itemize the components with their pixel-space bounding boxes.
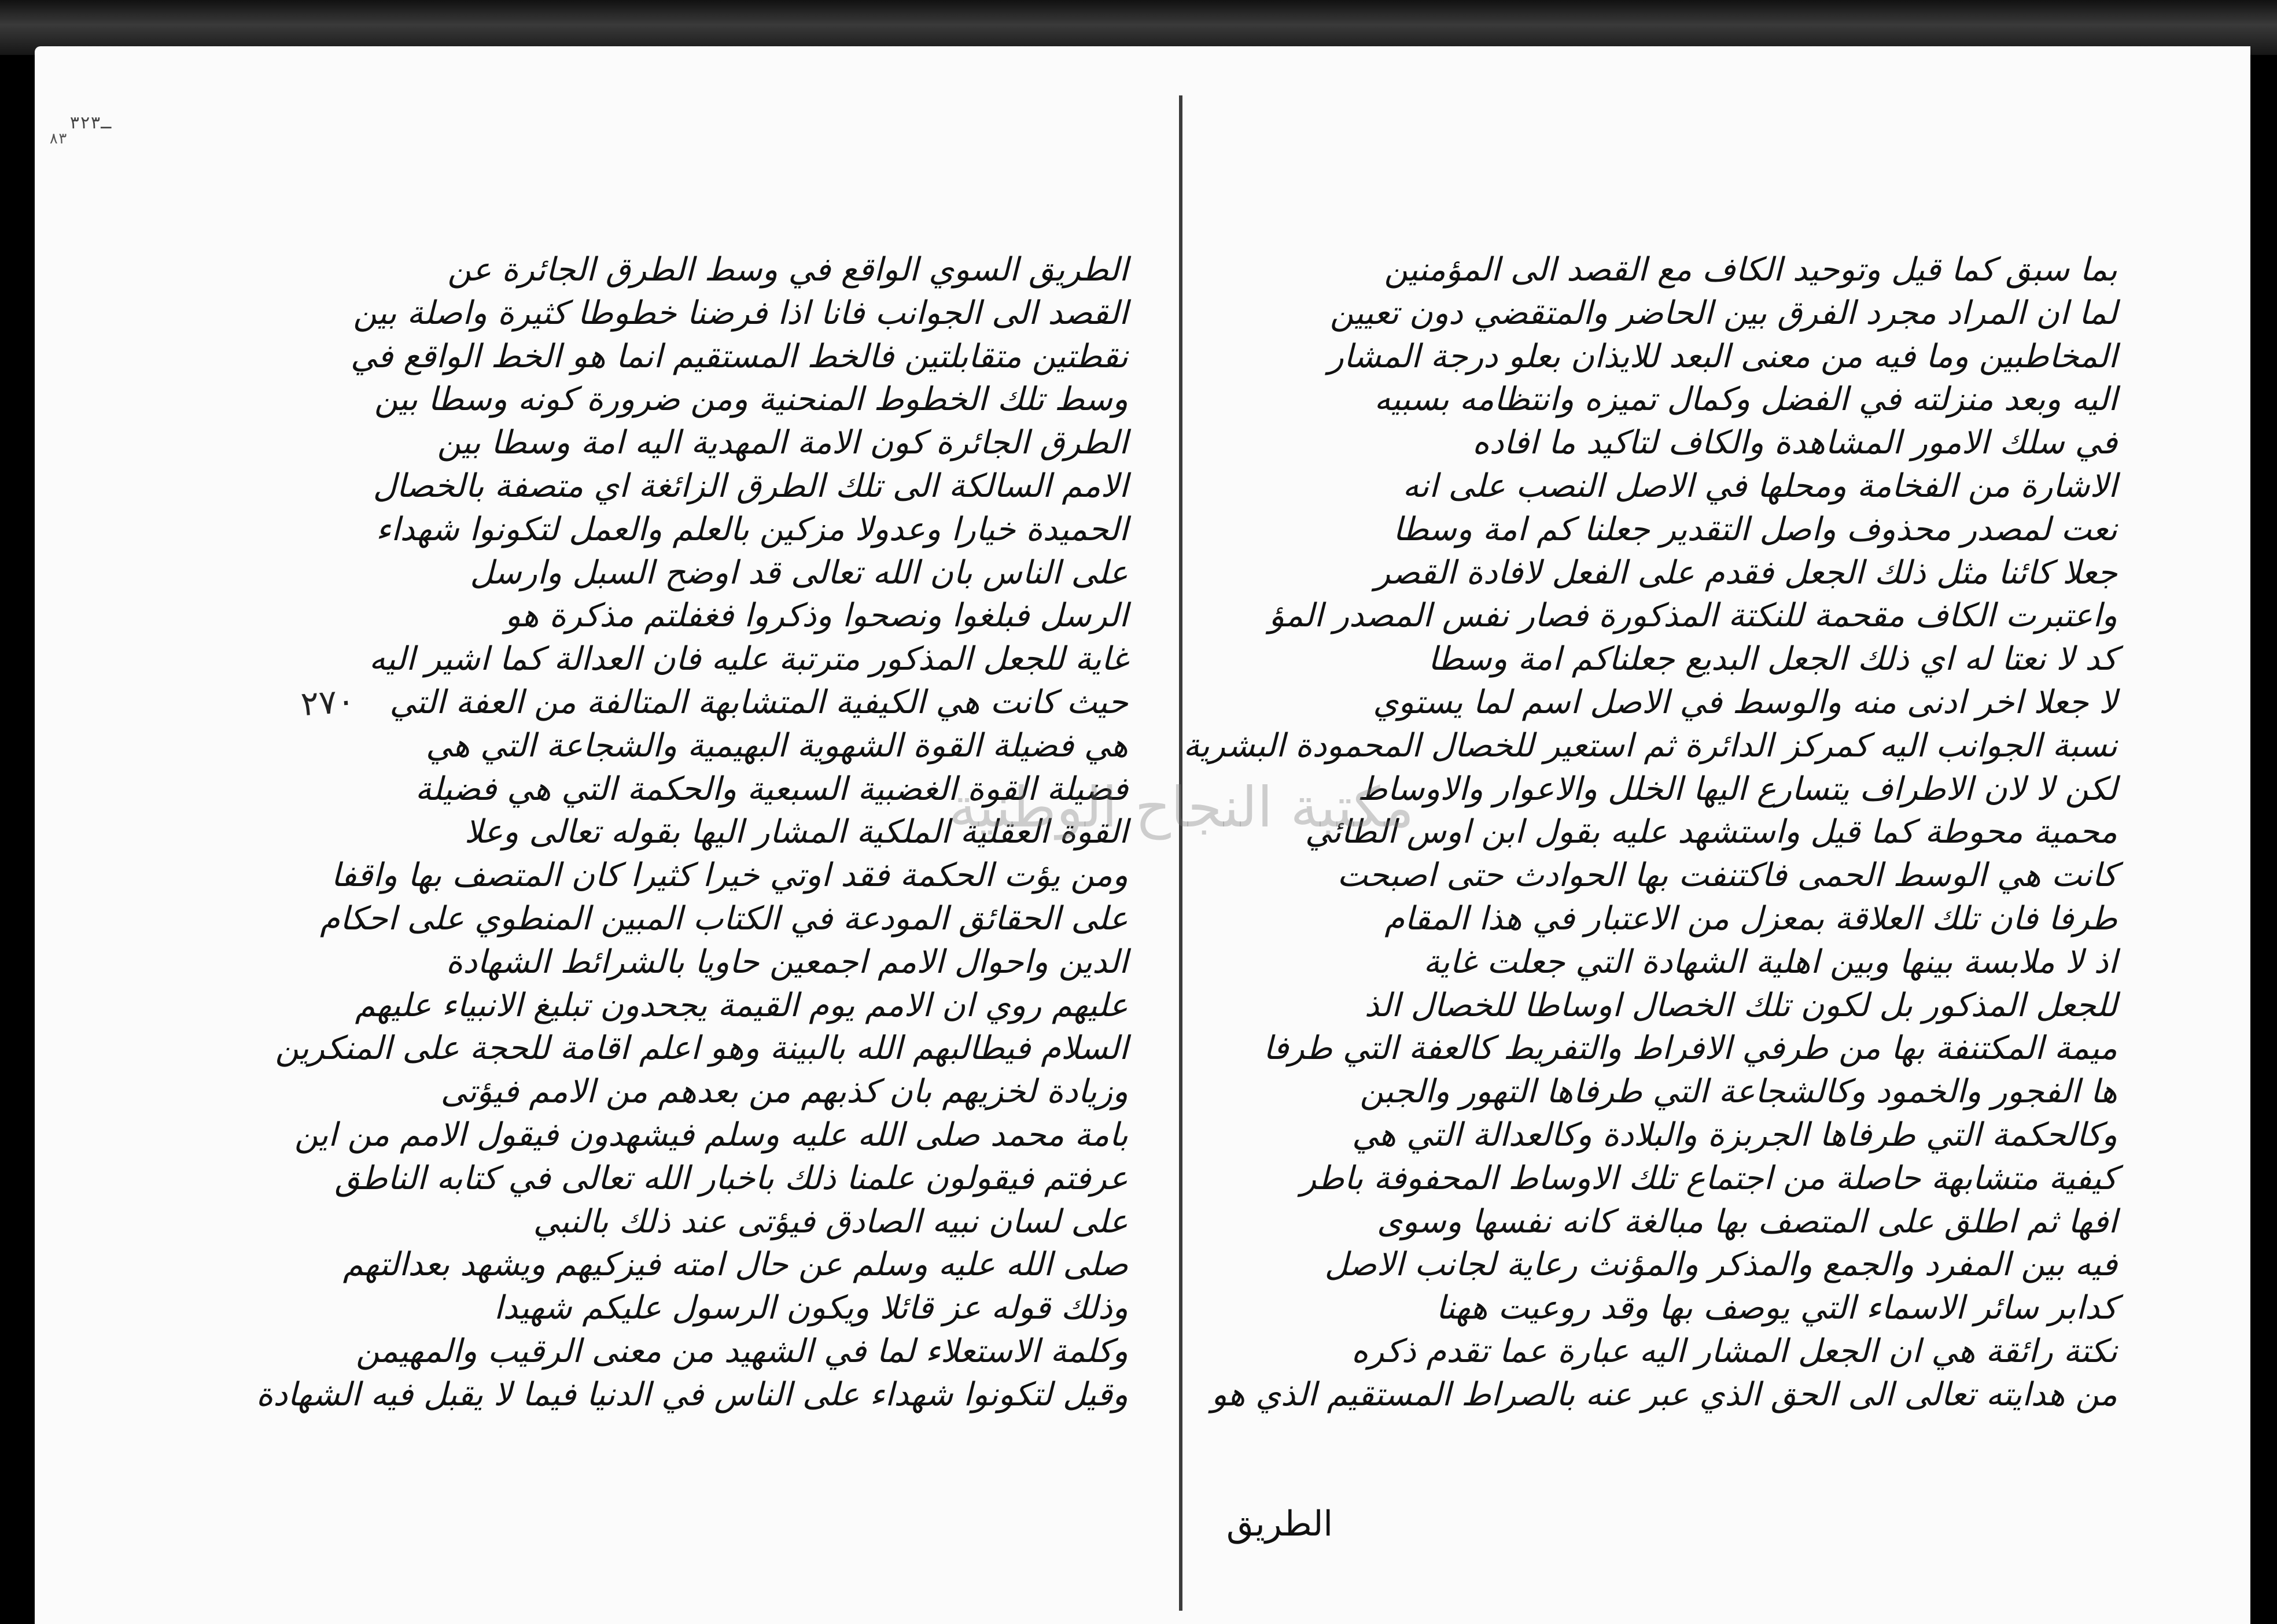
- text-line: وكالحكمة التي طرفاها الجربزة والبلادة وكالعدالة التي هي: [1351, 1116, 2117, 1154]
- text-line: فضيلة القوة الغضبية السبعية والحكمة التي هي فضيلة: [415, 770, 1128, 808]
- text-line: السلام فيطالبهم الله بالبينة وهو اعلم اقامة للحجة على المنكرين: [275, 1029, 1128, 1068]
- text-line: وذلك قوله عز قائلا ويكون الرسول عليكم شهيدا: [493, 1289, 1128, 1327]
- text-line: كانت هي الوسط الحمى فاكتنفت بها الحوادث حتى اصبحت: [1337, 857, 2117, 895]
- catchword: الطريق: [1226, 1504, 1333, 1544]
- page-gutter: [1179, 95, 1182, 1611]
- text-line: الدين واحوال الامم اجمعين حاويا بالشرائط الشهادة: [445, 943, 1128, 981]
- margin-mark: ـ٣٢٣: [69, 113, 112, 133]
- text-line: لما ان المراد مجرد الفرق بين الحاضر والمتقضي دون تعيين: [1329, 294, 2117, 332]
- text-line: عليهم روي ان الامم يوم القيمة يجحدون تبليغ الانبياء عليهم: [355, 986, 1128, 1024]
- text-line: وسط تلك الخطوط المنحنية ومن ضرورة كونه وسطا بين: [374, 381, 1128, 419]
- text-line: افها ثم اطلق على المتصف بها مبالغة كانه نفسها وسوى: [1376, 1202, 2117, 1241]
- text-line: القوة العقلية الملكية المشار اليها بقوله تعالى وعلا: [464, 813, 1128, 851]
- text-line: الطريق السوي الواقع في وسط الطرق الجائرة عن: [447, 251, 1128, 289]
- text-line: وقيل لتكونوا شهداء على الناس في الدنيا فيما لا يقبل فيه الشهادة: [256, 1375, 1128, 1413]
- text-line: ومن يؤت الحكمة فقد اوتي خيرا كثيرا كان المتصف بها واقفا: [331, 857, 1128, 895]
- text-line: على الناس بان الله تعالى قد اوضح السبل وارسل: [470, 553, 1128, 592]
- text-line: بامة محمد صلى الله عليه وسلم فيشهدون فيقول الامم من اين: [294, 1116, 1128, 1154]
- text-line: نعت لمصدر محذوف واصل التقدير جعلنا كم امة وسطا: [1393, 510, 2117, 548]
- text-line: محمية محوطة كما قيل واستشهد عليه بقول ابن اوس الطائي: [1305, 813, 2117, 851]
- text-line: طرفا فان تلك العلاقة بمعزل من الاعتبار في هذا المقام: [1384, 899, 2117, 938]
- text-line: المخاطبين وما فيه من معنى البعد للايذان بعلو درجة المشار: [1328, 337, 2117, 375]
- library-watermark: مكتبة النجاح الوطنية: [949, 775, 1414, 840]
- text-line: الطرق الجائرة كون الامة المهدية اليه امة وسطا بين: [437, 424, 1128, 462]
- text-line: على لسان نبيه الصادق فيؤتى عند ذلك بالنبي: [533, 1202, 1128, 1241]
- text-line: ميمة المكتنفة بها من طرفي الافراط والتفريط كالعفة التي طرفا: [1263, 1029, 2117, 1068]
- text-line: وكلمة الاستعلاء لما في الشهيد من معنى الرقيب والمهيمن: [356, 1332, 1128, 1370]
- text-line: نقطتين متقابلتين فالخط المستقيم انما هو الخط الواقع في: [350, 337, 1128, 375]
- text-line: حيث كانت هي الكيفية المتشابهة المتالفة من العفة التي: [389, 683, 1128, 721]
- text-line: القصد الى الجوانب فانا اذا فرضنا خطوطا كثيرة واصلة بين: [353, 294, 1128, 332]
- margin-mark: ٨٣: [49, 130, 68, 147]
- text-line: نسبة الجوانب اليه كمركز الدائرة ثم استعير للخصال المحمودة البشرية: [1183, 726, 2117, 765]
- text-line: لا جعلا اخر ادنى منه والوسط في الاصل اسم لما يستوي: [1373, 683, 2117, 721]
- text-line: كد لا نعتا له اي ذلك الجعل البديع جعلناكم امة وسطا: [1428, 640, 2117, 678]
- text-line: كدابر سائر الاسماء التي يوصف بها وقد روعيت ههنا: [1436, 1289, 2117, 1327]
- text-line: وزيادة لخزيهم بان كذبهم من بعدهم من الامم فيؤتى: [440, 1073, 1128, 1111]
- text-line: هي فضيلة القوة الشهوية البهيمية والشجاعة التي هي: [426, 726, 1128, 765]
- text-line: اذ لا ملابسة بينها وبين اهلية الشهادة التي جعلت غاية: [1423, 943, 2117, 981]
- text-line: فيه بين المفرد والجمع والمذكر والمؤنث رعاية لجانب الاصل: [1324, 1246, 2117, 1284]
- text-line: غاية للجعل المذكور مترتبة عليه فان العدالة كما اشير اليه: [369, 640, 1128, 678]
- text-line: على الحقائق المودعة في الكتاب المبين المنطوي على احكام: [320, 899, 1128, 938]
- text-line: الاشارة من الفخامة ومحلها في الاصل النصب على انه: [1402, 467, 2117, 505]
- text-line: كيفية متشابهة حاصلة من اجتماع تلك الاوساط المحفوفة باطر: [1300, 1159, 2117, 1197]
- page-number: ٢٧٠: [299, 680, 356, 724]
- text-line: جعلا كائنا مثل ذلك الجعل فقدم على الفعل لافادة القصر: [1375, 553, 2117, 592]
- text-line: في سلك الامور المشاهدة والكاف لتاكيد ما افاده: [1472, 424, 2117, 462]
- text-line: للجعل المذكور بل لكون تلك الخصال اوساطا للخصال الذ: [1364, 986, 2117, 1024]
- text-line: الامم السالكة الى تلك الطرق الزائغة اي متصفة بالخصال: [373, 467, 1128, 505]
- text-line: عرفتم فيقولون علمنا ذلك باخبار الله تعالى في كتابه الناطق: [334, 1159, 1128, 1197]
- text-line: من هدايته تعالى الى الحق الذي عبر عنه بالصراط المستقيم الذي هو: [1211, 1375, 2117, 1413]
- text-line: نكتة رائقة هي ان الجعل المشار اليه عبارة عما تقدم ذكره: [1351, 1332, 2117, 1370]
- text-line: الحميدة خيارا وعدولا مزكين بالعلم والعمل لتكونوا شهداء: [375, 510, 1128, 548]
- text-line: صلى الله عليه وسلم عن حال امته فيزكيهم ويشهد بعدالتهم: [342, 1246, 1128, 1284]
- text-line: واعتبرت الكاف مقحمة للنكتة المذكورة فصار نفس المصدر المؤ: [1269, 597, 2117, 635]
- text-line: اليه وبعد منزلته في الفضل وكمال تميزه وانتظامه بسبيه: [1374, 381, 2117, 419]
- text-line: ها الفجور والخمود وكالشجاعة التي طرفاها التهور والجبن: [1359, 1073, 2117, 1111]
- text-line: بما سبق كما قيل وتوحيد الكاف مع القصد الى المؤمنين: [1384, 251, 2117, 289]
- text-line: لكن لا لان الاطراف يتسارع اليها الخلل والاعوار والاوساط: [1357, 770, 2117, 808]
- text-line: الرسل فبلغوا ونصحوا وذكروا فغفلتم مذكرة هو: [505, 597, 1128, 635]
